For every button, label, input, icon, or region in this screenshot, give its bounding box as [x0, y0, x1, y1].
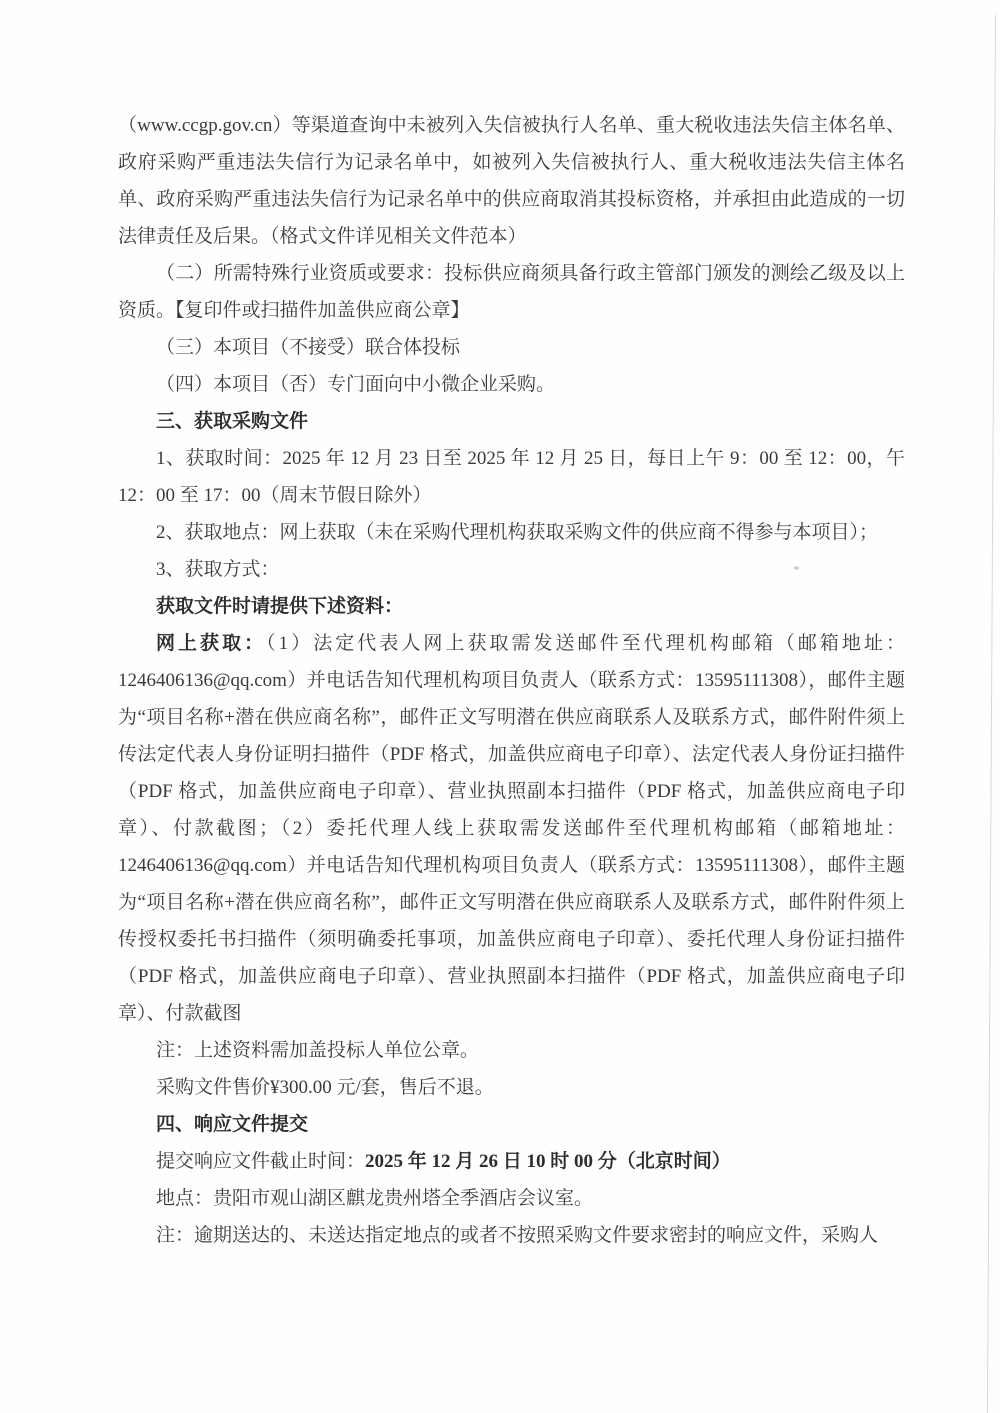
scan-edge-line	[987, 15, 996, 1413]
section-heading-response-submission: 四、响应文件提交	[156, 1114, 309, 1135]
submission-deadline-label: 提交响应文件截止时间：	[156, 1151, 366, 1172]
clause-special-qualification: （二）所需特殊行业资质或要求：投标供应商须具备行政主管部门颁发的测绘乙级及以上资质。【复印件或扫描件加盖供应商公章】	[118, 263, 905, 321]
submission-location: 地点：贵阳市观山湖区麒龙贵州塔全季酒店会议室。	[156, 1188, 594, 1209]
online-obtain-instructions	[118, 625, 905, 1032]
scan-speck	[794, 566, 799, 570]
online-obtain-label: 网上获取：	[156, 633, 267, 654]
online-obtain-body: （1）法定代表人网上获取需发送邮件至代理机构邮箱（邮箱地址：1246406136@qq.com）并电话告知代理机构项目负责人（联系方式：13595111308），邮件主题为“项目名称+潜在供应商名称”，邮件正文写明潜在供应商联系人及联系方式，邮件附件须上传法定代表人身份证明扫描件（PDF 格式，加盖供应商电子印章）、法定代表人身份证扫描件（PDF 格式，加盖供应商电子印章）、营业执照副本扫描件（PDF 格式，加盖供应商电子印章）、付款截图；（2）委托代理人线上获取需发送邮件至代理机构邮箱（邮箱地址：1246406136@qq.com）并电话告知代理机构项目负责人（联系方式：13595111308），邮件主题为“项目名称+潜在供应商名称”，邮件正文写明潜在供应商联系人及联系方式，邮件附件须上传授权委托书扫描件（须明确委托事项，加盖供应商电子印章）、委托代理人身份证扫描件（PDF 格式，加盖供应商电子印章）、营业执照副本扫描件（PDF 格式，加盖供应商电子印章）、付款截图	[118, 633, 905, 1024]
document-body	[118, 107, 905, 1254]
paragraph-credit-check-continuation: （www.ccgp.gov.cn）等渠道查询中未被列入失信被执行人名单、重大税收违法失信主体名单、政府采购严重违法失信行为记录名单中，如被列入失信被执行人、重大税收违法失信主体名单、政府采购严重违法失信行为记录名单中的供应商取消其投标资格，并承担由此造成的一切法律责任及后果。（格式文件详见相关文件范本）	[118, 115, 905, 247]
document-price: 采购文件售价¥300.00 元/套，售后不退。	[156, 1077, 494, 1098]
obtain-time: 1、获取时间：2025 年 12 月 23 日至 2025 年 12 月 25 日，每日上午 9：00 至 12：00，午 12：00 至 17：00（周末节假日除外）	[118, 448, 905, 506]
obtain-method: 3、获取方式：	[156, 559, 280, 580]
note-stamp-requirement: 注：上述资料需加盖投标人单位公章。	[156, 1040, 480, 1061]
clause-sme-procurement: （四）本项目（否）专门面向中小微企业采购。	[156, 374, 556, 395]
section-heading-obtain-documents: 三、获取采购文件	[156, 411, 309, 432]
obtain-location: 2、获取地点：网上获取（未在采购代理机构获取采购文件的供应商不得参与本项目）；	[156, 522, 879, 543]
note-overdue-documents: 注：逾期送达的、未送达指定地点的或者不按照采购文件要求密封的响应文件，采购人	[156, 1225, 879, 1246]
submission-deadline	[118, 1143, 905, 1180]
submission-deadline-value: 2025 年 12 月 26 日 10 时 00 分（北京时间）	[365, 1151, 731, 1172]
provide-materials-heading: 获取文件时请提供下述资料：	[156, 596, 404, 617]
clause-consortium-bid: （三）本项目（不接受）联合体投标	[156, 337, 461, 358]
